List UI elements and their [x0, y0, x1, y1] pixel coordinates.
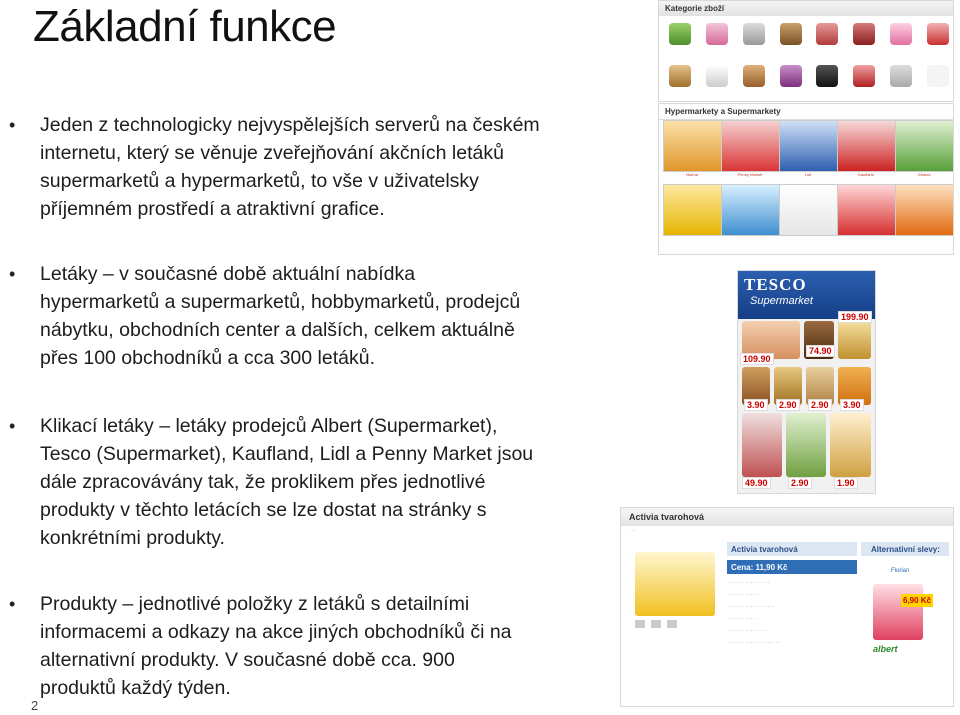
pets-icon — [816, 65, 838, 87]
category-icons-row-2 — [669, 65, 949, 87]
price-tag: 2.90 — [808, 399, 832, 411]
price-tag: 1.90 — [834, 477, 858, 489]
product-price: Cena: 11,90 Kč — [731, 563, 788, 572]
bullet-marker: • — [9, 416, 16, 436]
tesco-subtitle: Supermarket — [750, 295, 813, 307]
price-tag: 109.90 — [740, 353, 774, 365]
bullet-line: Letáky – v současné době aktuální nabídka — [40, 263, 416, 285]
price-tag: 2.90 — [776, 399, 800, 411]
fashion-icon — [780, 65, 802, 87]
bullet-line: alternativní produkty. V současné době cca. 900 — [40, 649, 455, 671]
detail-row: · · · · · · · · · · · · · · — [729, 628, 767, 633]
bullet-item-2 — [40, 260, 600, 372]
detail-row: · · · · · · · · · · · · · · · · · · · — [729, 640, 780, 645]
cart-icon[interactable] — [667, 620, 677, 628]
page-number: 2 — [31, 698, 39, 713]
product-image[interactable] — [838, 321, 871, 359]
bullet-line: příjemném prostředí a atraktivní grafice. — [40, 198, 385, 220]
product-image[interactable] — [786, 413, 826, 477]
flyer-thumb[interactable] — [895, 120, 954, 172]
flyer-thumb[interactable] — [837, 120, 897, 172]
activia-product-screenshot — [620, 507, 954, 707]
groceries-icon — [669, 23, 691, 45]
store-label[interactable]: Globus — [917, 172, 931, 177]
detail-row: · · · · · · · · · · · · — [729, 592, 761, 597]
detail-row: · · · · · · · · · · · · · · · · · — [729, 604, 775, 609]
bullet-line: Jeden z technologicky nejvyspělejších serverů na českém — [40, 114, 540, 136]
flyer-thumb[interactable] — [895, 184, 954, 236]
flyer-thumb[interactable] — [721, 120, 781, 172]
furniture-icon — [853, 23, 875, 45]
bullet-line: informacemi a odkazy na akce jiných obchodníků či na — [40, 621, 512, 643]
drugstore-icon — [706, 23, 728, 45]
categories-screenshot — [658, 0, 954, 102]
baby-icon — [706, 65, 728, 87]
bullet-line: produkty v těchto letácích se lze dostat na stránky s — [40, 499, 487, 521]
bullet-line: produktů každý týden. — [40, 677, 231, 699]
detail-row: · · · · · · · · · · — [729, 616, 756, 621]
product-name: Activia tvarohová — [731, 545, 798, 554]
price-tag: 3.90 — [744, 399, 768, 411]
alternative-product-image[interactable] — [873, 584, 923, 640]
alternatives-header: Alternativní slevy: — [871, 545, 940, 554]
cosmetics-icon — [890, 23, 912, 45]
hypermarkets-screenshot — [658, 103, 954, 255]
bullet-marker: • — [9, 115, 16, 135]
store-label[interactable]: Penny Market — [737, 172, 763, 177]
alternative-price-tag: 6,90 Kč — [903, 596, 932, 605]
price-tag: 74.90 — [806, 345, 835, 357]
pc-icon — [890, 65, 912, 87]
price-tag: 49.90 — [742, 477, 771, 489]
bullet-marker: • — [9, 264, 16, 284]
tesco-flyer-screenshot — [737, 270, 876, 494]
categories-header: Kategorie zboží — [659, 1, 953, 16]
home-icon — [853, 65, 875, 87]
bullet-line: Tesco (Supermarket), Kaufland, Lidl a Penny Market jsou — [40, 443, 534, 465]
hypermarkets-header: Hypermarkety a Supermarkety — [659, 104, 953, 120]
bullet-marker: • — [9, 594, 16, 614]
product-page-title: Activia tvarohová — [621, 508, 953, 526]
price-tag: 3.90 — [840, 399, 864, 411]
garden-icon — [816, 23, 838, 45]
misc-icon — [927, 65, 949, 87]
product-image[interactable] — [635, 552, 715, 616]
store-label[interactable]: Norma — [685, 172, 698, 177]
category-icons-row — [669, 23, 949, 45]
bullet-item-3 — [40, 412, 600, 552]
alternative-brand[interactable]: Florian — [891, 568, 910, 574]
flyer-thumb[interactable] — [721, 184, 781, 236]
breadcrumb[interactable]: · · · — [629, 528, 636, 533]
product-image[interactable] — [742, 413, 782, 477]
flyer-thumb[interactable] — [663, 120, 723, 172]
bullet-line: konkrétními produkty. — [40, 527, 225, 549]
bullet-line: supermarketů a hypermarketů, to vše v uživatelsky — [40, 170, 479, 192]
bullet-item-1 — [40, 111, 600, 223]
slide-title: Základní funkce — [33, 2, 337, 51]
flyer-thumb[interactable] — [779, 184, 839, 236]
bullet-line: Klikací letáky – letáky prodejců Albert (Supermarket), — [40, 415, 498, 437]
price-tag: 2.90 — [788, 477, 812, 489]
share-icon[interactable] — [651, 620, 661, 628]
detail-row: · · · · · · · · · · · · · · · — [729, 580, 769, 585]
albert-logo: albert — [873, 644, 898, 654]
bullet-line: nábytku, obchodních center a dalších, celkem aktuálně — [40, 319, 515, 341]
electronics-icon — [743, 23, 765, 45]
bullet-line: Produkty – jednotlivé položky z letáků s detailními — [40, 593, 470, 615]
chocolate-icon — [780, 23, 802, 45]
product-image[interactable] — [830, 413, 871, 477]
bullet-line: dále zpracovávány tak, že proklikem přes jednotlivé — [40, 471, 486, 493]
flyer-thumb[interactable] — [837, 184, 897, 236]
store-label[interactable]: Lidl — [804, 172, 812, 177]
tesco-logo: TESCO — [744, 275, 807, 294]
price-tag: 199.90 — [838, 311, 872, 323]
flyer-thumb[interactable] — [663, 184, 723, 236]
flyer-thumb[interactable] — [779, 120, 839, 172]
bullet-line: internetu, který se věnuje zveřejňování akčních letáků — [40, 142, 504, 164]
clothing-icon — [743, 65, 765, 87]
bullet-line: přes 100 obchodníků a cca 300 letáků. — [40, 347, 375, 369]
bullet-item-4 — [40, 590, 600, 702]
toys-icon — [669, 65, 691, 87]
sport-icon — [927, 23, 949, 45]
store-label[interactable]: Kaufland — [858, 172, 874, 177]
bullet-line: hypermarketů a supermarketů, hobbymarketů, prodejců — [40, 291, 521, 313]
email-icon[interactable] — [635, 620, 645, 628]
